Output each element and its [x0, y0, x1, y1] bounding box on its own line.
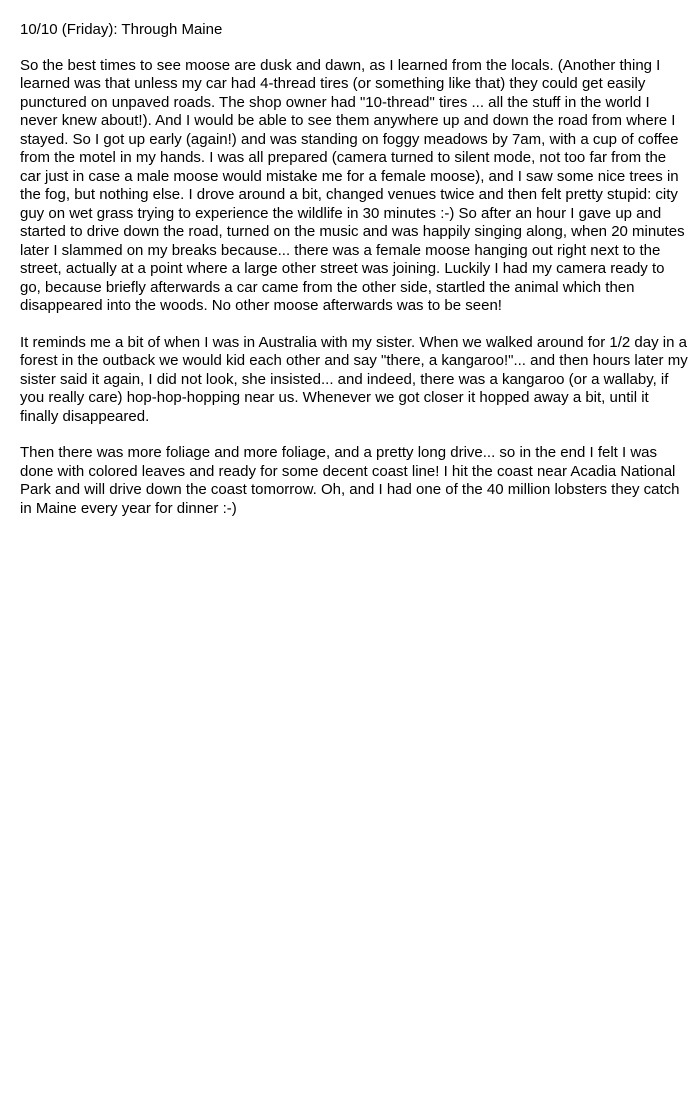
paragraph-foliage: Then there was more foliage and more foliage, and a pretty long drive... so in the end I felt I was done with colored leaves and ready for some decent coast line! I hit the coast near Acadia National Park and will drive down the coast tomorrow. Oh, and I had one of the 40 million lobsters they catch in Maine every year for dinner :-): [20, 444, 680, 517]
page-title: 10/10 (Friday): Through Maine: [20, 21, 223, 38]
paragraph-australia: It reminds me a bit of when I was in Australia with my sister. When we walked around for 1/2 day in a forest in the outback we would kid each other and say "there, a kangaroo!"... and then hours later my sister said it again, I did not look, she insisted... and indeed, there was a kangaroo (or a wallaby, if you really care) hop-hop-hopping near us. Whenever we got closer it hopped away a bit, until it finally disappeared.: [20, 333, 688, 425]
paragraph-moose: So the best times to see moose are dusk and dawn, as I learned from the locals. (Another thing I learned was that unless my car had 4-thread tires (or something like that) they could get easily punctured on unpaved roads. The shop owner had "10-thread" tires ... all the stuff in the world I never knew about!). And I would be able to see them anywhere up and down the road from where I stayed. So I got up early (again!) and was standing on foggy meadows by 7am, with a cup of coffee from the motel in my hands. I was all prepared (camera turned to silent mode, not too far from the car just in case a male moose would mistake me for a female moose), and I saw some nice trees in the fog, but nothing else. I drove around a bit, changed venues twice and then felt pretty stupid: city guy on wet grass trying to experience the wildlife in 30 minutes :-) So after an hour I gave up and started to drive down the road, turned on the music and was happily singing along, when 20 minutes later I slammed on my breaks because... there was a female moose hanging out right next to the street, actually at a point where a large other street was joining. Luckily I had my camera ready to go, because briefly afterwards a car came from the other side, startled the animal which then disappeared into the woods. No other moose afterwards was to be seen!: [20, 56, 685, 314]
